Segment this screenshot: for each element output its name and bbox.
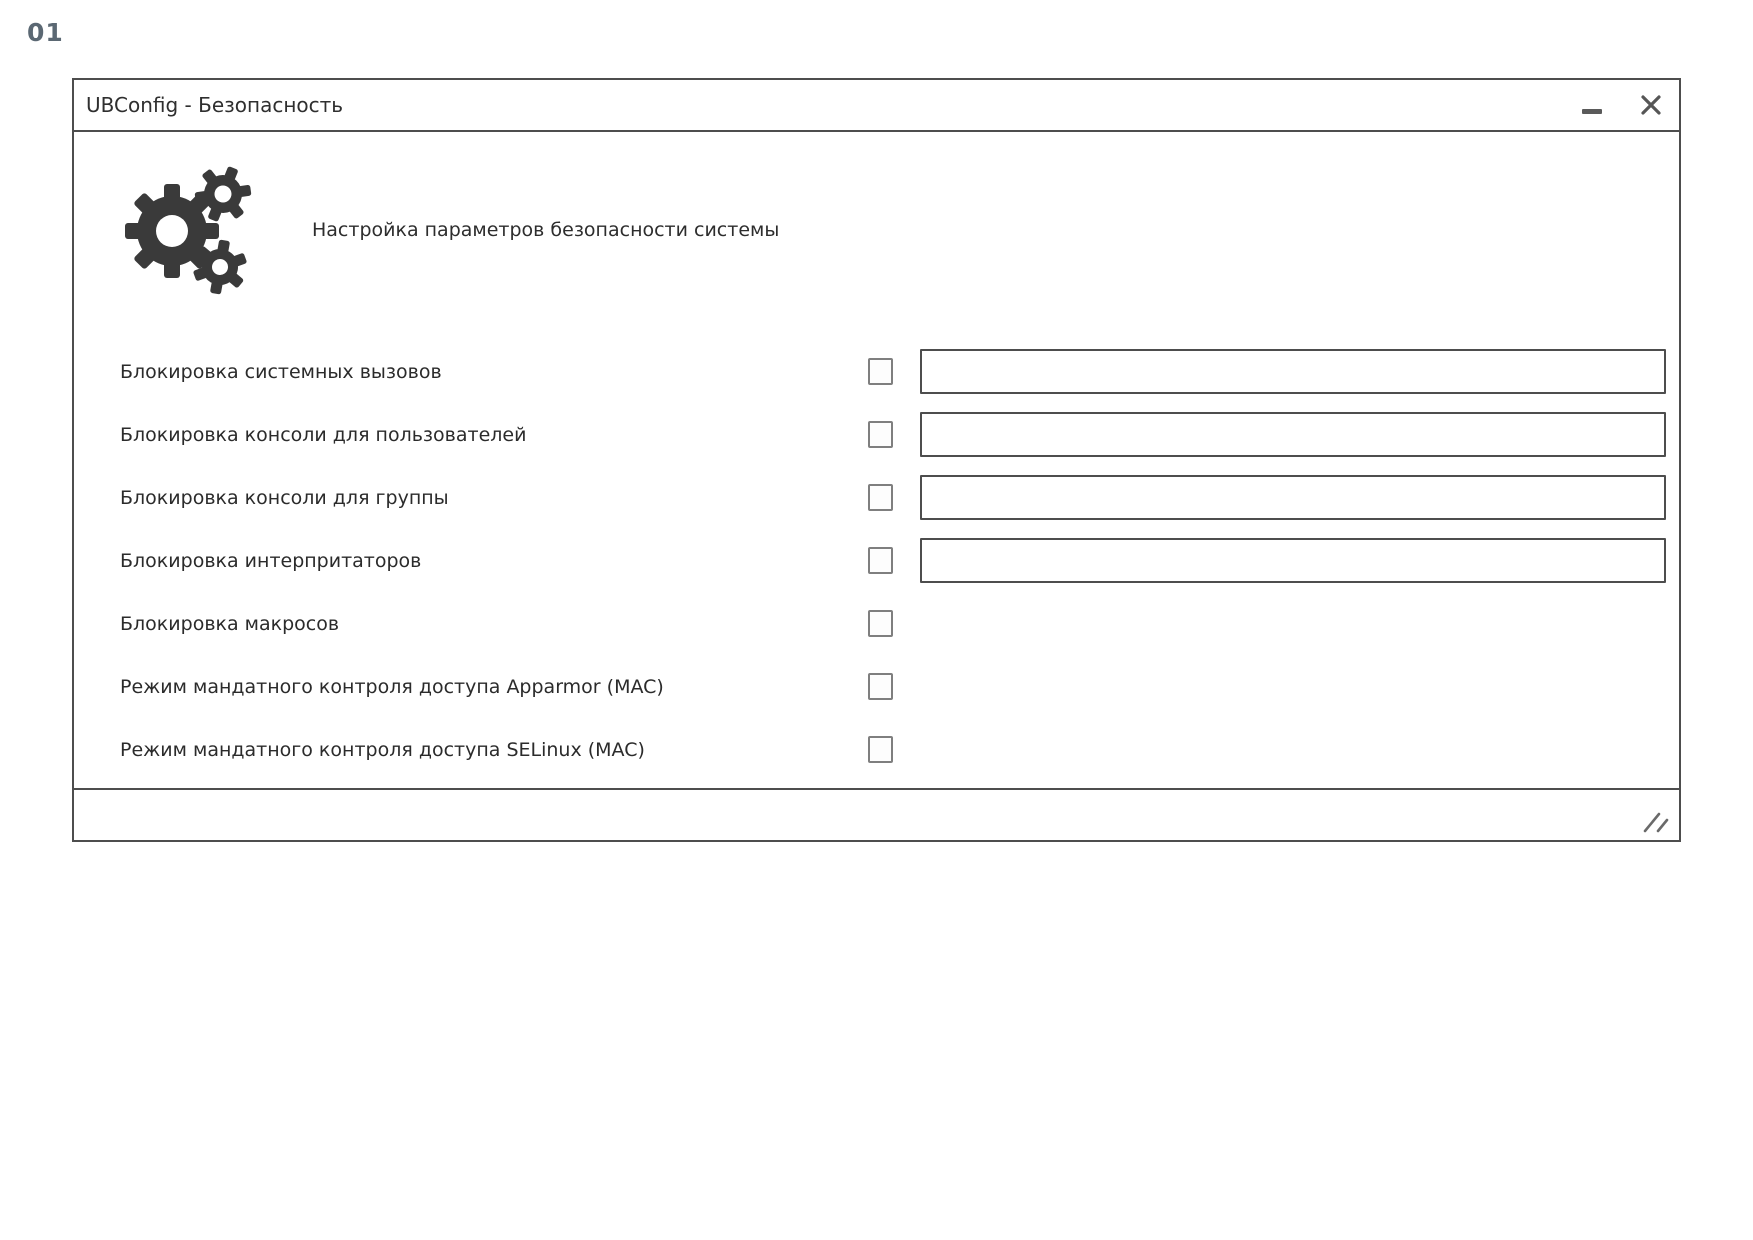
resize-grip-icon[interactable] — [1641, 810, 1671, 834]
block-syscalls-input[interactable] — [920, 349, 1666, 394]
setting-row-block-interpreters — [120, 529, 1666, 592]
close-icon — [1640, 94, 1662, 116]
settings-list — [120, 340, 1666, 781]
selinux-mac-checkbox[interactable] — [868, 736, 893, 763]
setting-row-block-syscalls — [120, 340, 1666, 403]
block-console-group-checkbox[interactable] — [868, 484, 893, 511]
setting-label: Блокировка макросов — [120, 612, 340, 635]
block-console-users-input[interactable] — [920, 412, 1666, 457]
window-controls — [1581, 93, 1663, 117]
setting-row-apparmor-mac — [120, 655, 1666, 718]
status-bar — [74, 788, 1679, 840]
setting-label: Блокировка консоли для группы — [120, 486, 449, 509]
setting-label: Блокировка системных вызовов — [120, 360, 442, 383]
setting-row-block-console-group — [120, 466, 1666, 529]
block-console-users-checkbox[interactable] — [868, 421, 893, 448]
window-description: Настройка параметров безопасности системы — [312, 219, 780, 241]
setting-label: Блокировка интерпритаторов — [120, 549, 422, 572]
ubconfig-window — [72, 78, 1681, 842]
block-interpreters-checkbox[interactable] — [868, 547, 893, 574]
window-titlebar — [74, 80, 1679, 132]
slide-number: 01 — [27, 18, 64, 47]
apparmor-mac-checkbox[interactable] — [868, 673, 893, 700]
setting-label: Режим мандатного контроля доступа Apparmor (MAC) — [120, 675, 664, 698]
setting-label: Блокировка консоли для пользователей — [120, 423, 527, 446]
gears-icon — [122, 165, 254, 295]
header-block — [122, 165, 779, 295]
setting-row-block-macros — [120, 592, 1666, 655]
block-console-group-input[interactable] — [920, 475, 1666, 520]
block-syscalls-checkbox[interactable] — [868, 358, 893, 385]
close-button[interactable] — [1639, 93, 1663, 117]
setting-row-block-console-users — [120, 403, 1666, 466]
block-interpreters-input[interactable] — [920, 538, 1666, 583]
window-content — [74, 132, 1679, 788]
setting-row-selinux-mac — [120, 718, 1666, 781]
block-macros-checkbox[interactable] — [868, 610, 893, 637]
setting-label: Режим мандатного контроля доступа SELinux (MAC) — [120, 738, 645, 761]
minimize-button[interactable] — [1581, 94, 1603, 116]
minimize-icon — [1582, 109, 1602, 114]
window-title: UBConfig - Безопасность — [86, 93, 344, 117]
